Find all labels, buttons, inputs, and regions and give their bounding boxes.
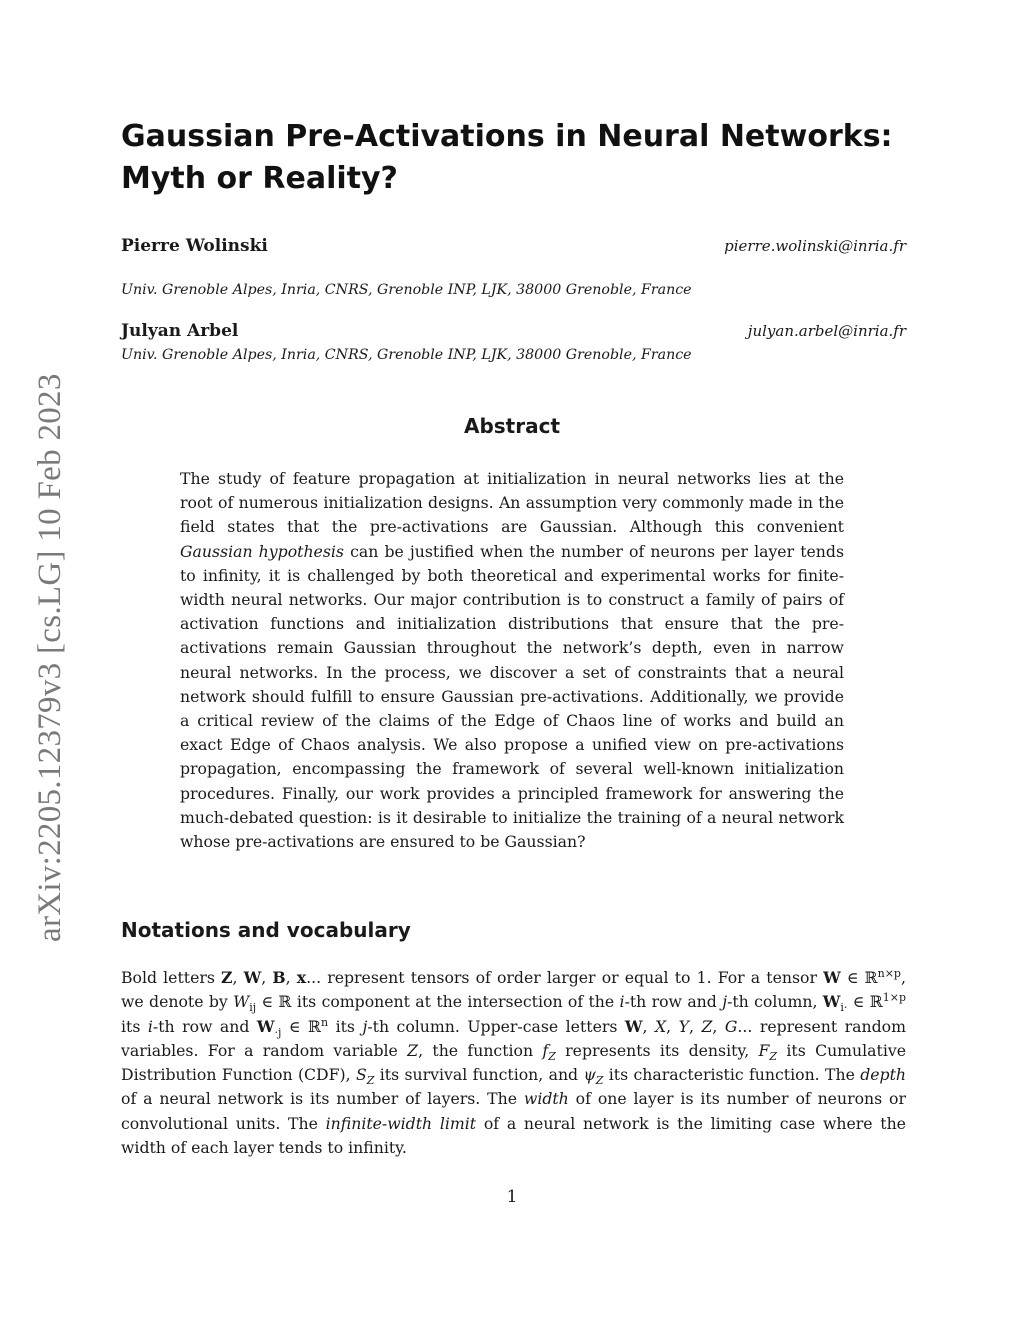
author-block-1: [121, 236, 906, 256]
emphasis: Gaussian hypothesis: [180, 541, 344, 561]
author-block-2: [121, 321, 906, 341]
author-name: Pierre Wolinski: [121, 236, 268, 256]
paper-title: Gaussian Pre-Activations in Neural Networks: Myth or Reality?: [121, 119, 893, 196]
author-name: Julyan Arbel: [121, 321, 239, 341]
abstract-text: The study of feature propagation at initialization in neural networks lies at the root of numerous initialization designs. An assumption very commonly made in the field states that the pre-activations are Gaussian. Although this convenient Gaussian hypothesis can be justified when the number of neurons per layer tends to infinity, it is challenged by both theoretical and experimental works for finite-width neural networks. Our major contribution is to construct a family of pairs of activation functions and initialization distributions that ensure that the pre-activations remain Gaussian throughout the network’s depth, even in narrow neural networks. In the process, we discover a set of constraints that a neural network should fulfill to ensure Gaussian pre-activations. Additionally, we provide a critical review of the claims of the Edge of Chaos line of works and build an exact Edge of Chaos analysis. We also propose a unified view on pre-activations propagation, encompassing the framework of several well-known initialization procedures. Finally, our work provides a principled framework for answering the much-debated question: is it desirable to initialize the training of a neural network whose pre-activations are ensured to be Gaussian?: [180, 469, 845, 852]
author-email[interactable]: julyan.arbel@inria.fr: [747, 322, 906, 340]
author-email[interactable]: pierre.wolinski@inria.fr: [724, 237, 906, 255]
section-body-text: Bold letters Z, W, B, x... represent tensors of order larger or equal to 1. For a tensor W ∈ ℝ$^{n\times p}$, we denote by $W_{ij}$ ∈ ℝ its component at the intersection of the i-th row and j-th column, $W_{i\cdot}$ ∈ ℝ$^{1\times p}$ its i-th row and $W_{\cdot j}$ ∈ ℝ$^n$ its j-th column. Upper-case letters W, X, Y, Z, G... represent random variables. For a random variable Z, the function $f_Z$ represents its density, $F_Z$ its Cumulative Distribution Function (CDF), $S_Z$ its survival function, and $\psi_Z$ its characteristic function. The depth of a neural network is its number of layers. The width of one layer is its number of neurons or convolutional units. The infinite-width limit of a neural network is the limiting case where the width of each layer tends to infinity.: [121, 966, 907, 1158]
arxiv-identifier: arXiv:2205.12379v3 [cs.LG] 10 Feb 2023: [32, 373, 68, 942]
author-affiliation: Univ. Grenoble Alpes, Inria, CNRS, Grenoble INP, LJK, 38000 Grenoble, France: [121, 282, 692, 298]
abstract-heading: Abstract: [463, 414, 561, 438]
author-affiliation: Univ. Grenoble Alpes, Inria, CNRS, Grenoble INP, LJK, 38000 Grenoble, France: [121, 347, 692, 363]
page-number: 1: [506, 1187, 518, 1207]
section-heading: Notations and vocabulary: [121, 918, 411, 942]
